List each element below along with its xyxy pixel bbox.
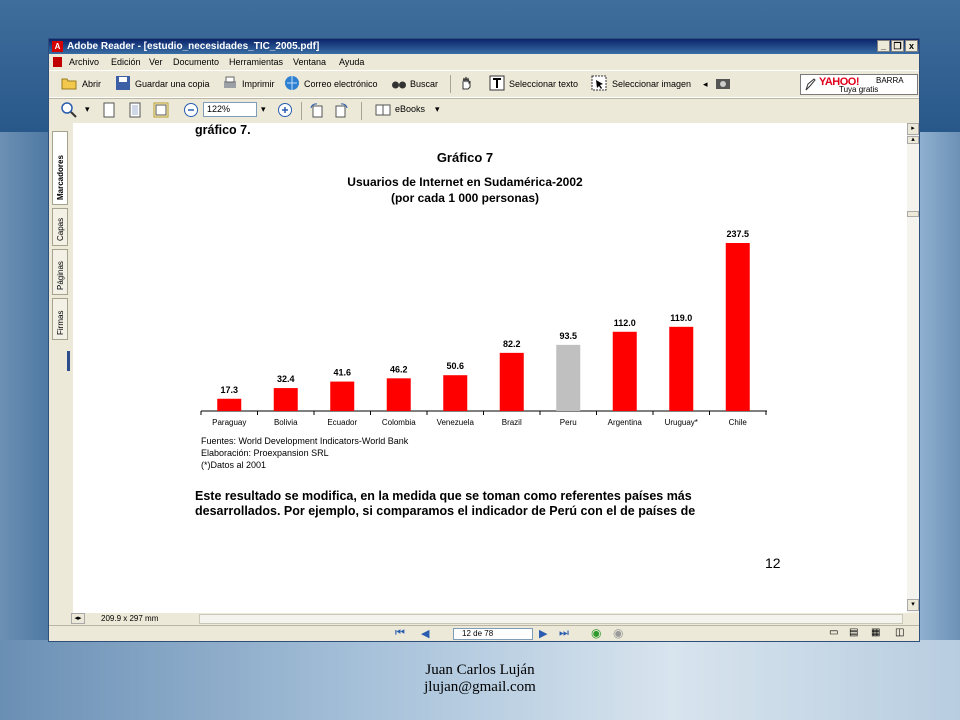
document-viewer[interactable] [73, 123, 907, 613]
go-back-icon[interactable]: ◉ [591, 626, 602, 640]
previous-page-icon[interactable]: ◀ [421, 628, 430, 640]
category-label: Chile [728, 418, 747, 427]
vertical-scrollbar[interactable] [907, 123, 919, 613]
ebooks-dropdown-icon[interactable]: ▾ [435, 104, 440, 114]
status-bar [49, 613, 919, 625]
image-select-icon [591, 75, 607, 91]
bar-ecuador [330, 382, 354, 411]
minimize-button[interactable]: _ [877, 40, 890, 52]
category-label: Bolivia [273, 418, 298, 427]
select-image-button[interactable]: Seleccionar imagen [612, 79, 692, 89]
menu-ayuda[interactable]: Ayuda [339, 57, 365, 67]
yahoo-toolbar-banner[interactable] [800, 74, 918, 95]
zoom-in-icon[interactable] [277, 102, 293, 118]
bar-chart [197, 203, 797, 433]
select-text-button[interactable]: Seleccionar texto [509, 79, 579, 89]
page-indicator-field[interactable]: 12 de 78 [453, 628, 533, 640]
page-number-text: 12 [765, 555, 781, 571]
tab-paginas[interactable] [52, 249, 68, 295]
toolbar-separator [301, 102, 302, 120]
menu-bar [49, 54, 919, 70]
scroll-right-arrow-icon[interactable]: ▸ [907, 123, 919, 135]
bar-value-label: 46.2 [389, 364, 408, 375]
slide-footer [380, 662, 580, 696]
save-copy-button[interactable]: Guardar una copia [135, 79, 210, 89]
continuous-page-icon[interactable]: ▤ [849, 627, 859, 638]
tab-firmas[interactable] [52, 298, 68, 340]
bar-value-label: 119.0 [670, 312, 693, 323]
category-label: Brazil [501, 418, 522, 427]
window-title: Adobe Reader - [estudio_necesidades_TIC_2005.pdf] [67, 41, 320, 52]
slide-background-right [920, 132, 960, 640]
hand-tool-icon[interactable] [459, 75, 475, 91]
ebooks-icon [375, 102, 391, 118]
rotate-clockwise-icon[interactable] [333, 102, 349, 118]
next-page-icon[interactable]: ▶ [539, 628, 548, 640]
document-text-fragment: gráfico 7. [195, 123, 251, 137]
tab-capas[interactable] [52, 208, 68, 246]
single-page-icon[interactable]: ▭ [829, 627, 839, 638]
open-button[interactable]: Abrir [82, 79, 102, 89]
menu-edicion[interactable]: Edición [111, 57, 141, 67]
yahoo-barra-label: BARRA [876, 76, 904, 85]
yahoo-tagline: Tuya gratis [839, 85, 879, 94]
rotate-counterclockwise-icon[interactable] [309, 102, 325, 118]
adobe-reader-window [48, 38, 920, 642]
source-note: Fuentes: World Development Indicators-World Bank [201, 436, 409, 446]
bar-brazil [500, 353, 524, 411]
continuous-facing-icon[interactable]: ◫ [895, 627, 905, 638]
bar-chile [726, 243, 750, 411]
tab-firmas-label: Firmas [56, 310, 65, 335]
search-button[interactable]: Buscar [410, 79, 439, 89]
zoom-out-icon[interactable] [183, 102, 199, 118]
bar-value-label: 82.2 [502, 338, 521, 349]
menu-documento[interactable]: Documento [173, 57, 220, 67]
zoom-in-tool-icon[interactable] [61, 102, 77, 118]
last-page-icon[interactable]: ⏭ [559, 627, 569, 639]
category-label: Ecuador [327, 418, 358, 427]
printer-icon [222, 75, 238, 91]
horizontal-scrollbar[interactable] [199, 614, 903, 624]
overflow-arrow-icon[interactable]: ◂ [703, 79, 708, 89]
zoom-dropdown-icon[interactable]: ▾ [261, 104, 266, 114]
author-name: Juan Carlos Luján [425, 662, 535, 678]
category-label: Uruguay* [664, 418, 698, 427]
go-forward-icon[interactable]: ◉ [613, 626, 624, 640]
text-select-icon [489, 75, 505, 91]
tab-marcadores[interactable] [52, 131, 68, 205]
bar-argentina [613, 332, 637, 411]
document-icon [53, 57, 62, 67]
author-email: jlujan@gmail.com [424, 679, 536, 695]
binoculars-icon [391, 75, 407, 91]
email-button[interactable]: Correo electrónico [304, 79, 378, 89]
tab-capas-label: Capas [56, 217, 65, 241]
menu-herramientas[interactable]: Herramientas [229, 57, 284, 67]
fit-page-icon[interactable] [127, 102, 143, 118]
zoom-tool-dropdown-icon[interactable]: ▾ [85, 104, 90, 114]
chart-subtitle-line2: (por cada 1 000 personas) [390, 191, 540, 205]
bar-value-label: 32.4 [276, 374, 295, 385]
main-toolbar [49, 70, 919, 99]
category-label: Colombia [381, 418, 416, 427]
title-bar [49, 39, 919, 54]
yahoo-logo: YAHOO! [819, 76, 859, 88]
elaboration-note: Elaboración: Proexpansion SRL [201, 448, 329, 458]
navigation-pane-tabs [49, 123, 73, 613]
chart-title: Gráfico 7 [436, 150, 494, 165]
toolbar-separator [450, 75, 451, 93]
bar-paraguay [217, 399, 241, 411]
slide-background-left [0, 132, 48, 640]
bar-value-label: 93.5 [559, 330, 578, 341]
menu-ventana[interactable]: Ventana [293, 57, 327, 67]
bar-uruguay [669, 327, 693, 411]
category-label: Paraguay [212, 418, 247, 427]
page-navigation-bar [49, 625, 919, 642]
bar-peru [556, 345, 580, 411]
actual-size-icon[interactable] [101, 102, 117, 118]
maximize-button[interactable]: ❐ [891, 40, 904, 52]
email-globe-icon [284, 75, 300, 91]
open-folder-icon [61, 75, 77, 91]
category-label: Argentina [607, 418, 642, 427]
adobe-reader-icon: A [52, 41, 63, 52]
snapshot-camera-icon[interactable] [715, 75, 731, 91]
pane-splitter-handle[interactable] [67, 351, 70, 371]
fit-width-icon[interactable] [153, 102, 169, 118]
view-toolbar [49, 97, 919, 124]
paragraph-line-1: Este resultado se modifica, en la medida que se toman como referentes países más [195, 489, 692, 503]
pen-cursor-icon [804, 78, 816, 92]
category-label: Peru [559, 418, 577, 427]
category-label: Venezuela [436, 418, 474, 427]
page-size-label: 209.9 x 297 mm [101, 614, 159, 623]
first-page-icon[interactable]: ⏮ [395, 627, 405, 639]
scroll-down-arrow-icon[interactable]: ▾ [907, 599, 919, 611]
bar-value-label: 50.6 [446, 361, 465, 372]
chart-subtitle-line1: Usuarios de Internet en Sudamérica-2002 [347, 175, 583, 189]
tab-marcadores-label: Marcadores [56, 155, 65, 200]
page-size-toggle-icon[interactable]: ◂▸ [71, 613, 85, 624]
zoom-level-field[interactable]: 122% [203, 102, 257, 117]
close-button[interactable]: x [905, 40, 918, 52]
bar-value-label: 17.3 [220, 384, 239, 395]
scroll-thumb[interactable] [907, 211, 919, 217]
data-date-note: (*)Datos al 2001 [201, 460, 267, 470]
bar-colombia [387, 378, 411, 411]
toolbar-separator [361, 102, 362, 120]
bar-bolivia [274, 388, 298, 411]
tab-paginas-label: Páginas [56, 261, 65, 290]
bar-venezuela [443, 375, 467, 411]
menu-archivo[interactable]: Archivo [69, 57, 100, 67]
bar-value-label: 112.0 [613, 317, 636, 328]
bar-value-label: 41.6 [333, 367, 352, 378]
save-disk-icon [115, 75, 131, 91]
facing-pages-icon[interactable]: ▦ [871, 627, 881, 638]
scroll-up-arrow-icon[interactable]: ▴ [907, 136, 919, 144]
ebooks-button[interactable]: eBooks [395, 104, 426, 114]
menu-ver[interactable]: Ver [149, 57, 163, 67]
paragraph-line-2: desarrollados. Por ejemplo, si comparamos el indicador de Perú con el de países de [195, 504, 696, 518]
bar-value-label: 237.5 [726, 229, 750, 239]
print-button[interactable]: Imprimir [242, 79, 275, 89]
